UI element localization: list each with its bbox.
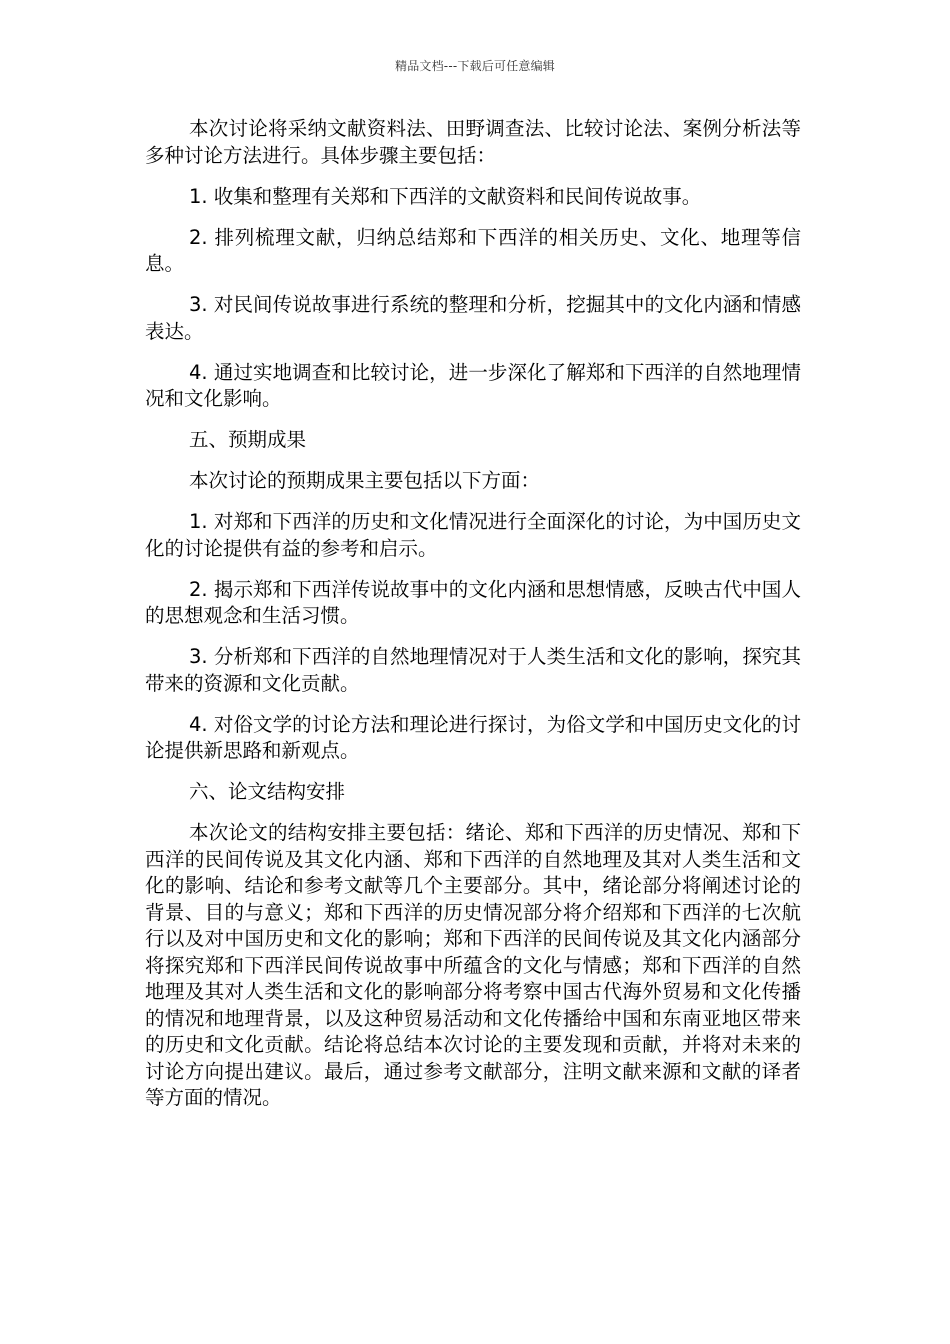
step-item-1: 1. 收集和整理有关郑和下西洋的文献资料和民间传说故事。	[189, 184, 702, 208]
section-heading-expected-results: 五、预期成果	[189, 428, 307, 451]
step-item-3: 3. 对民间传说故事进行系统的整理和分析，挖掘其中的文化内涵和情感表达。	[145, 293, 801, 343]
step-item-2: 2. 排列梳理文献，归纳总结郑和下西洋的相关历史、文化、地理等信息。	[145, 225, 801, 275]
methods-intro-paragraph: 本次讨论将采纳文献资料法、田野调查法、比较讨论法、案例分析法等多种讨论方法进行。具体步骤主要包括：	[145, 117, 801, 167]
step-item-4: 4. 通过实地调查和比较讨论，进一步深化了解郑和下西洋的自然地理情况和文化影响。	[145, 360, 801, 410]
section-heading-structure: 六、论文结构安排	[189, 780, 346, 803]
structure-paragraph: 本次论文的结构安排主要包括：绪论、郑和下西洋的历史情况、郑和下西洋的民间传说及其文化内涵、郑和下西洋的自然地理及其对人类生活和文化的影响、结论和参考文献等几个主要部分。其中，绪论部分将阐述讨论的背景、目的与意义；郑和下西洋的历史情况部分将介绍郑和下西洋的七次航行以及对中国历史和文化的影响；郑和下西洋的民间传说及其文化内涵部分将探究郑和下西洋民间传说故事中所蕴含的文化与情感；郑和下西洋的自然地理及其对人类生活和文化的影响部分将考察中国古代海外贸易和文化传播的情况和地理背景，以及这种贸易活动和文化传播给中国和东南亚地区带来的历史和文化贡献。结论将总结本次讨论的主要发现和贡献，并将对未来的讨论方向提出建议。最后，通过参考文献部分，注明文献来源和文献的译者等方面的情况。	[145, 821, 801, 1109]
result-item-2: 2. 揭示郑和下西洋传说故事中的文化内涵和思想情感，反映古代中国人的思想观念和生活习惯。	[145, 577, 801, 627]
page-header: 精品文档---下载后可任意编辑	[395, 59, 555, 73]
result-item-3: 3. 分析郑和下西洋的自然地理情况对于人类生活和文化的影响，探究其带来的资源和文化贡献。	[145, 645, 801, 695]
document-body	[145, 116, 801, 1126]
result-item-4: 4. 对俗文学的讨论方法和理论进行探讨，为俗文学和中国历史文化的讨论提供新思路和新观点。	[145, 712, 801, 762]
expected-results-intro: 本次讨论的预期成果主要包括以下方面：	[189, 469, 541, 492]
result-item-1: 1. 对郑和下西洋的历史和文化情况进行全面深化的讨论，为中国历史文化的讨论提供有益的参考和启示。	[145, 510, 801, 560]
